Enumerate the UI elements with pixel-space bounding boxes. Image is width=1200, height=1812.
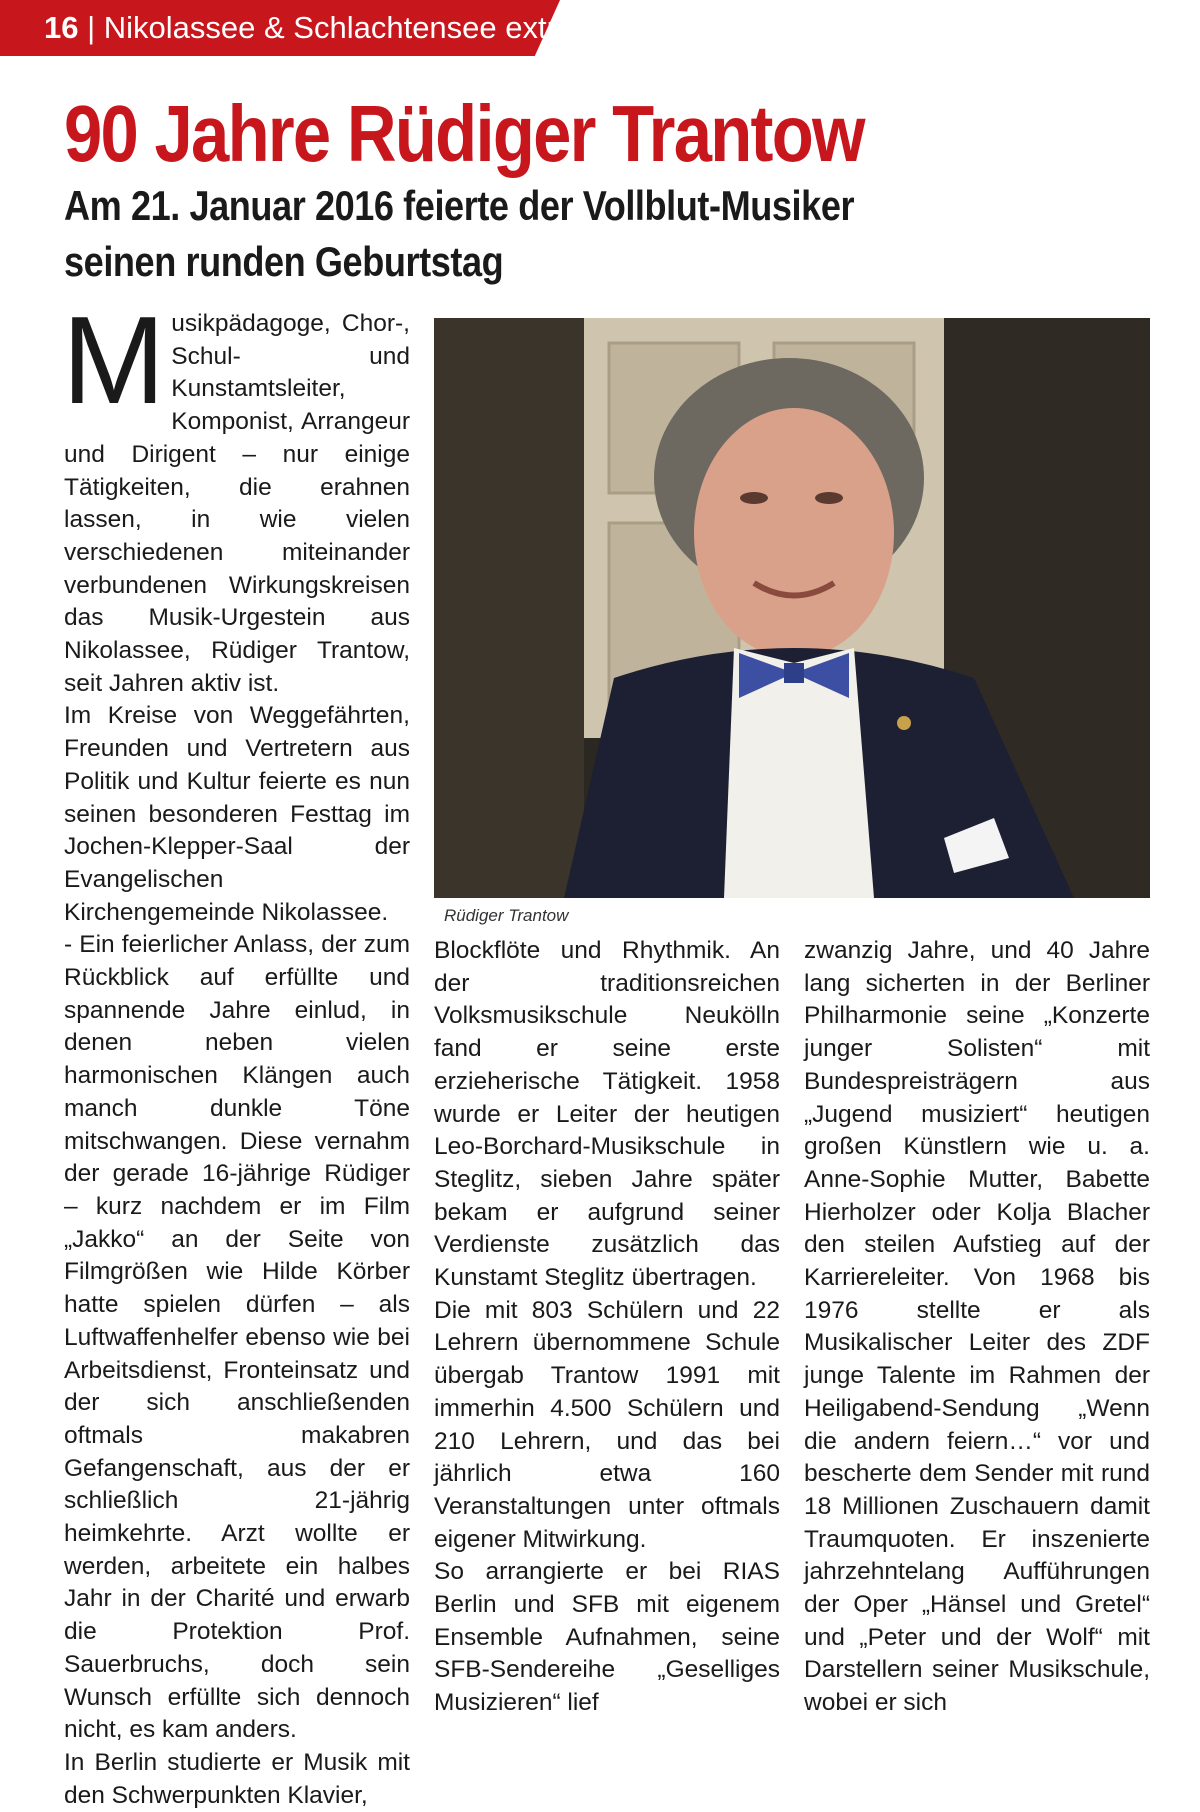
article-subtitle: Am 21. Januar 2016 feierte der Vollblut-Musiker seinen runden Geburtstag — [64, 182, 855, 285]
paragraph: So arrangierte er bei RIAS Berlin und SFB mit eigenem Ensemble Aufnahmen, seine SFB-Sendereihe „Geselliges Musizieren“ lief — [434, 1558, 780, 1717]
paragraph: Blockflöte und Rhythmik. An der traditionsreichen Volksmusikschule Neukölln fand er seine erste erzieherische Tätigkeit. 1958 wurde er Leiter der heutigen Leo-Borchard-Musikschule in Steglitz, sieben Jahre später bekam er aufgrund seiner Verdienste zusätzlich das Kunstamt Steglitz übertragen. — [434, 937, 780, 1292]
paragraph: Die mit 803 Schülern und 22 Lehrern übernommene Schule übergab Trantow 1991 mit immerhin 4.500 Schülern und 210 Lehrern, und das bei jährlich etwa 160 Veranstaltungen unter oftmals eigener Mitwirkung. — [434, 1296, 780, 1553]
drop-cap: M — [62, 292, 166, 430]
paragraph: Im Kreise von Weggefährten, Freunden und Vertretern aus Politik und Kultur feierte es nun seinen besonderen Festtag im Jochen-Klepper-Saal der Evangelischen Kirchengemeinde Nikolassee. — [64, 702, 410, 926]
text-column-2 — [434, 935, 780, 1720]
article-title: 90 Jahre Rüdiger Trantow — [64, 89, 864, 178]
section-header: 16 | Nikolassee & Schlachtensee extra — [44, 10, 575, 45]
portrait-photo — [434, 318, 1150, 898]
paragraph: In Berlin studierte er Musik mit den Schwerpunkten Klavier, — [64, 1748, 410, 1809]
photo-caption: Rüdiger Trantow — [444, 906, 569, 925]
paragraph: - Ein feierlicher Anlass, der zum Rückblick auf erfüllte und spannende Jahre einlud, in denen neben vielen harmonischen Klängen auch manch dunkle Töne mitschwangen. Diese vernahm der gerade 16-jährige Rüdiger – kurz nachdem er im Film „Jakko“ an der Seite von Filmgrößen wie Hilde Körber hatte spielen dürfen – als Luftwaffenhelfer ebenso wie bei Arbeitsdienst, Fronteinsatz und der sich anschließenden oftmals makabren Gefangenschaft, aus der er schließlich 21-jährig heimkehrte. Arzt wollte er werden, arbeitete ein halbes Jahr in der Charité und erwarb die Protektion Prof. Sauerbruchs, doch sein Wunsch erfüllte sich dennoch nicht, es kam anders. — [64, 931, 410, 1744]
paragraph: zwanzig Jahre, und 40 Jahre lang sicherten in der Berliner Philharmonie seine „Konzerte junger Solisten“ mit Bundespreisträgern aus „Jugend musiziert“ heutigen großen Künstlern wie u. a. Anne-Sophie Mutter, Babette Hierholzer oder Kolja Blacher den steilen Aufstieg auf der Karriereleiter. Von 1968 bis 1976 stellte er als Musikalischer Leiter des ZDF junge Talente im Rahmen der Heiligabend-Sendung „Wenn die andern feiern…“ vor und bescherte dem Sender mit rund 18 Millionen Zuschauern damit Traumquoten. Er inszenierte jahrzehntelang Aufführungen der Oper „Hänsel und Gretel“ und „Peter und der Wolf“ mit Darstellern seiner Musikschule, wobei er sich — [804, 937, 1150, 1717]
text-column-1 — [62, 292, 410, 1812]
section-name: Nikolassee & Schlachtensee extra — [103, 10, 575, 45]
page-number: 16 — [44, 10, 79, 45]
paragraph: usikpädagoge, Chor-, Schul- und Kunstamtsleiter, Komponist, Arrangeur und Dirigent – nur einige Tätigkeiten, die erahnen lassen, in wie vielen verschiedenen miteinander verbundenen Wirkungskreisen das Musik-Urgestein aus Nikolassee, Rüdiger Trantow, seit Jahren aktiv ist. — [64, 310, 410, 697]
text-column-3 — [804, 935, 1150, 1720]
